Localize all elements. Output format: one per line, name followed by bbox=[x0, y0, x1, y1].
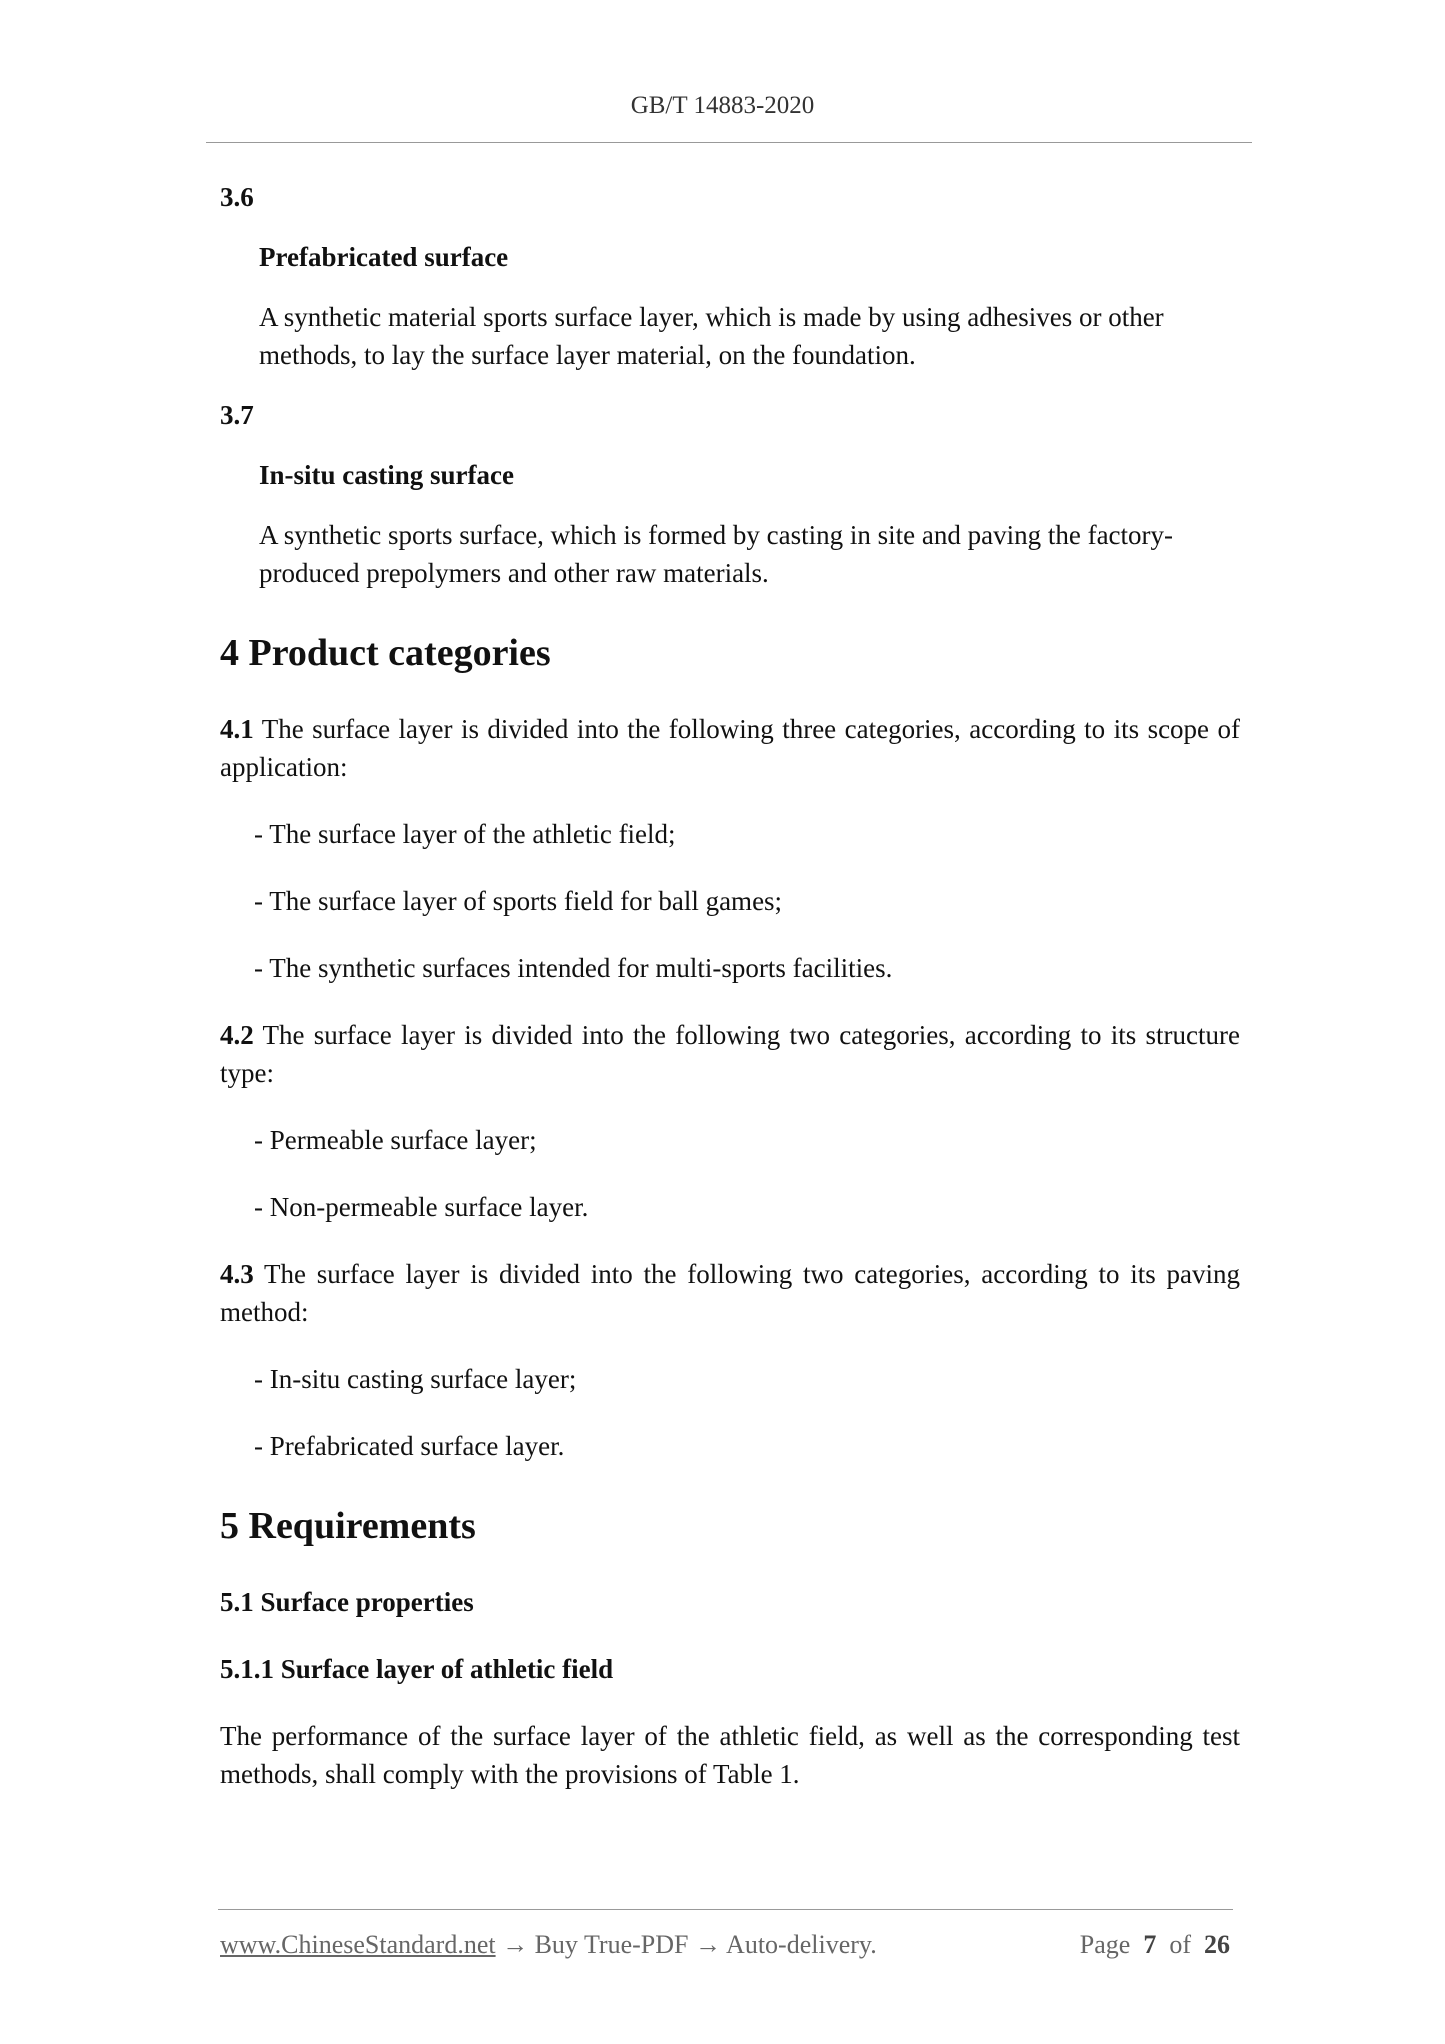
clause-number-3-7: 3.7 bbox=[220, 400, 254, 430]
subsection-heading-5-1: 5.1 Surface properties bbox=[220, 1587, 474, 1617]
definition-3-7-line1: A synthetic sports surface, which is formed by casting in site and paving the factory- bbox=[259, 520, 1174, 550]
list-item: - The synthetic surfaces intended for multi-sports facilities. bbox=[254, 953, 893, 983]
paragraph-5-1-1: The performance of the surface layer of the athletic field, as well as the corresponding test methods, shall comply with the provisions of Table 1. bbox=[220, 1721, 1240, 1789]
list-item: - Permeable surface layer; bbox=[254, 1125, 537, 1155]
section-heading-4: 4 Product categories bbox=[220, 632, 551, 674]
clause-number-3-6: 3.6 bbox=[220, 182, 254, 212]
section-heading-5: 5 Requirements bbox=[220, 1505, 476, 1547]
footer-left bbox=[220, 1930, 877, 1960]
list-item: - The surface layer of the athletic field; bbox=[254, 819, 676, 849]
paragraph-4-2-text: The surface layer is divided into the following two categories, according to its structure type: bbox=[220, 1020, 1240, 1088]
definition-3-7-line2: produced prepolymers and other raw materials. bbox=[259, 558, 769, 588]
paragraph-4-3-number: 4.3 bbox=[220, 1259, 254, 1289]
list-item: - Prefabricated surface layer. bbox=[254, 1431, 565, 1461]
footer-divider bbox=[218, 1909, 1233, 1910]
page-total: 26 bbox=[1204, 1930, 1230, 1959]
paragraph-4-3-text: The surface layer is divided into the following two categories, according to its paving method: bbox=[220, 1259, 1240, 1327]
paragraph-4-2 bbox=[220, 1016, 1240, 1092]
document-header: GB/T 14883-2020 bbox=[630, 92, 815, 119]
paragraph-4-2-number: 4.2 bbox=[220, 1020, 254, 1050]
chinesestandard-link[interactable]: www.ChineseStandard.net bbox=[220, 1930, 496, 1959]
paragraph-4-1-text: The surface layer is divided into the following three categories, according to its scope of application: bbox=[220, 714, 1240, 782]
page-current: 7 bbox=[1143, 1930, 1157, 1959]
list-item: - In-situ casting surface layer; bbox=[254, 1364, 577, 1394]
footer-purchase-text: → Buy True-PDF → Auto-delivery. bbox=[495, 1930, 877, 1959]
paragraph-4-1-number: 4.1 bbox=[220, 714, 254, 744]
page-label: Page bbox=[1079, 1930, 1131, 1959]
definition-3-7 bbox=[259, 516, 1240, 592]
term-in-situ-casting-surface: In-situ casting surface bbox=[259, 460, 514, 490]
list-item: - Non-permeable surface layer. bbox=[254, 1192, 589, 1222]
definition-3-6-line1: A synthetic material sports surface layer, which is made by using adhesives or other bbox=[259, 302, 1164, 332]
paragraph-4-1 bbox=[220, 710, 1240, 786]
of-label: of bbox=[1169, 1930, 1191, 1959]
definition-3-6-line2: methods, to lay the surface layer material, on the foundation. bbox=[259, 340, 916, 370]
definition-3-6 bbox=[259, 298, 1240, 374]
term-prefabricated-surface: Prefabricated surface bbox=[259, 242, 509, 272]
page-indicator bbox=[1080, 1930, 1230, 1960]
subsection-heading-5-1-1: 5.1.1 Surface layer of athletic field bbox=[220, 1654, 614, 1684]
document-body bbox=[220, 168, 1240, 1822]
list-item: - The surface layer of sports field for ball games; bbox=[254, 886, 783, 916]
header-divider bbox=[206, 142, 1252, 143]
paragraph-4-3 bbox=[220, 1255, 1240, 1331]
